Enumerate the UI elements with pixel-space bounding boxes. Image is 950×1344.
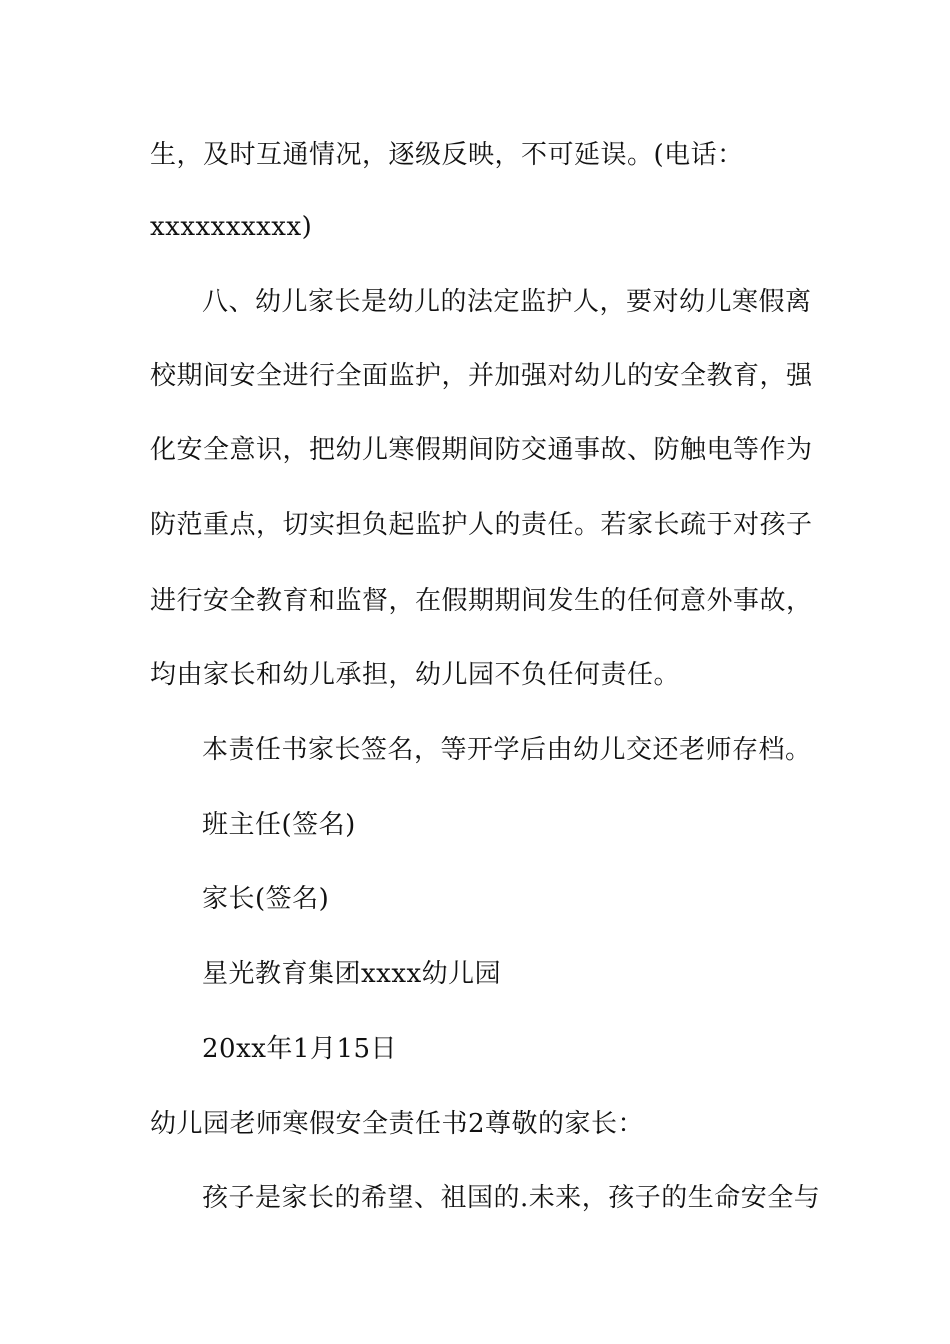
document-date: 20xx年1月15日 (202, 1034, 398, 1064)
parent-signature-label: 家长(签名) (202, 884, 330, 914)
kindergarten-name: 星光教育集团xxxx幼儿园 (202, 959, 502, 989)
paragraph-start-line: 八、幼儿家长是幼儿的法定监护人，要对幼儿寒假离 (202, 287, 812, 317)
text-line: 进行安全教育和监督，在假期期间发生的任何意外事故， (150, 586, 813, 616)
text-line: 生，及时互通情况，逐级反映，不可延误。(电话： (150, 140, 744, 170)
text-line: 校期间安全进行全面监护，并加强对幼儿的安全教育，强 (150, 361, 813, 391)
text-line: 化安全意识，把幼儿寒假期间防交通事故、防触电等作为 (150, 435, 813, 465)
text-line: 均由家长和幼儿承担，幼儿园不负任何责任。 (150, 660, 681, 690)
section-heading: 幼儿园老师寒假安全责任书2尊敬的家长： (150, 1109, 645, 1139)
signature-note: 本责任书家长签名，等开学后由幼儿交还老师存档。 (202, 735, 812, 765)
paragraph-start-line: 孩子是家长的希望、祖国的.未来，孩子的生命安全与 (202, 1183, 821, 1213)
head-teacher-signature-label: 班主任(签名) (202, 810, 356, 840)
text-line: xxxxxxxxxx) (150, 212, 313, 242)
text-line: 防范重点，切实担负起监护人的责任。若家长疏于对孩子 (150, 510, 813, 540)
